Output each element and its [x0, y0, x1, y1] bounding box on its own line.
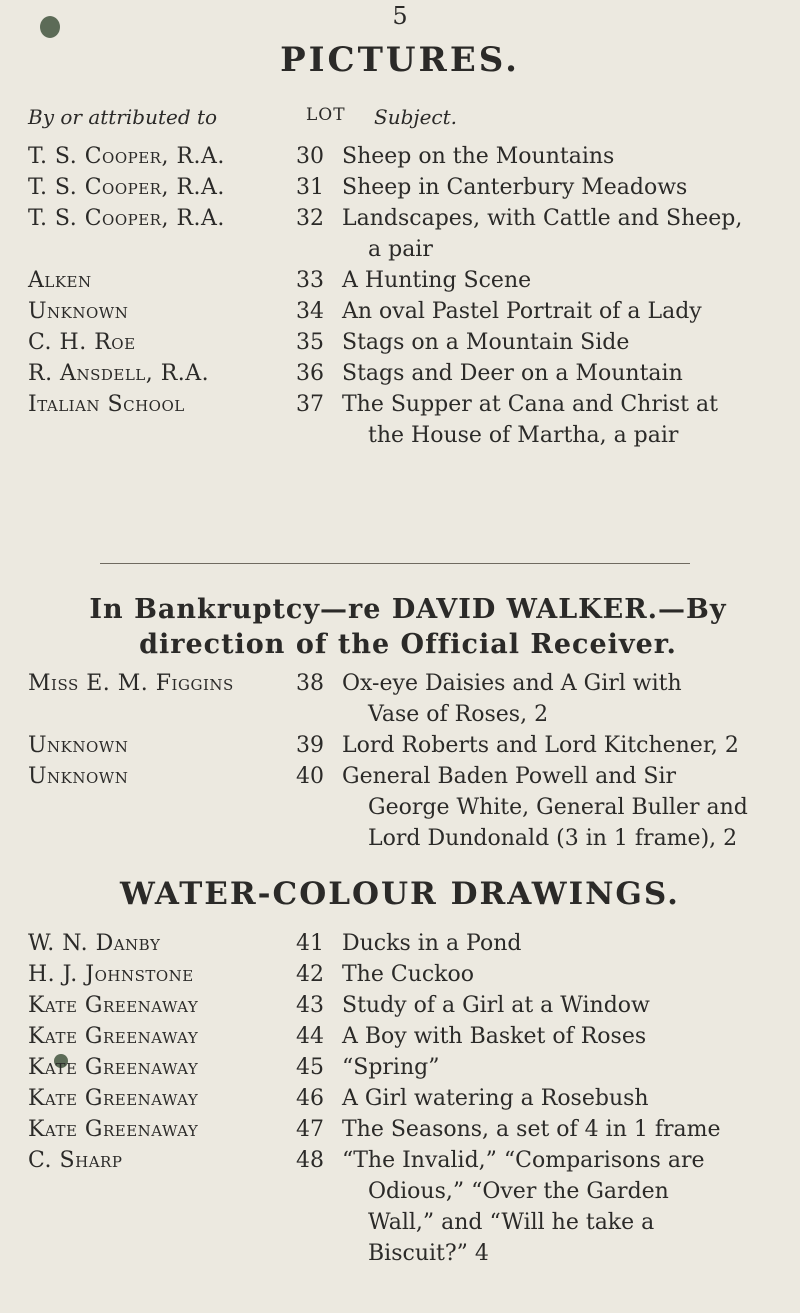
artist-name: Alken [28, 268, 92, 293]
subject-line: A Girl watering a Rosebush [342, 1086, 649, 1111]
lot-number: 38 [296, 671, 324, 696]
catalogue-row [0, 327, 800, 358]
artist-name: Miss E. M. Figgins [28, 671, 234, 696]
subject-line: A Hunting Scene [342, 268, 532, 293]
subject-line: The Supper at Cana and Christ at [342, 392, 718, 417]
artist-name: T. S. Cooper, R.A. [28, 206, 225, 231]
subject-line: a pair [368, 237, 433, 262]
subject-line: Lord Roberts and Lord Kitchener, 2 [342, 733, 739, 758]
lot-number: 35 [296, 330, 324, 355]
artist-name: R. Ansdell, R.A. [28, 361, 210, 386]
subject-line: General Baden Powell and Sir [342, 764, 677, 789]
catalogue-row [0, 990, 800, 1021]
subject-line: An oval Pastel Portrait of a Lady [342, 299, 702, 324]
catalogue-row [0, 1021, 800, 1052]
lot-number: 42 [296, 962, 324, 987]
catalogue-row [0, 1052, 800, 1083]
lot-number: 44 [296, 1024, 324, 1049]
subject-line: the House of Martha, a pair [368, 423, 679, 448]
subject-description [334, 730, 774, 761]
subject-line: Biscuit?” 4 [368, 1241, 489, 1266]
artist-name: Kate Greenaway [28, 1024, 199, 1049]
lot-number: 39 [296, 733, 324, 758]
lot-number: 34 [296, 299, 324, 324]
subject-description [334, 265, 774, 296]
catalogue-row [0, 265, 800, 296]
subject-description [334, 959, 774, 990]
subject-line: Sheep in Canterbury Meadows [342, 175, 688, 200]
lot-number: 47 [296, 1117, 324, 1142]
subject-line: Sheep on the Mountains [342, 144, 615, 169]
bankruptcy-list [0, 668, 800, 854]
section-title-watercolour: WATER-COLOUR DRAWINGS. [120, 876, 680, 912]
subject-description [334, 668, 774, 730]
catalogue-row [0, 389, 800, 451]
catalogue-row [0, 928, 800, 959]
catalogue-row [0, 172, 800, 203]
subject-line: Wall,” and “Will he take a [368, 1210, 655, 1235]
subject-line: A Boy with Basket of Roses [342, 1024, 647, 1049]
subject-line: The Cuckoo [342, 962, 474, 987]
artist-name: Kate Greenaway [28, 1055, 199, 1080]
subject-line: George White, General Buller and [368, 795, 748, 820]
subject-description [334, 1145, 774, 1269]
subject-description [334, 296, 774, 327]
subject-line: Ducks in a Pond [342, 931, 522, 956]
lot-number: 31 [296, 175, 324, 200]
artist-name: T. S. Cooper, R.A. [28, 144, 225, 169]
catalogue-row [0, 358, 800, 389]
catalogue-row [0, 730, 800, 761]
bankruptcy-notice: In Bankruptcy—re DAVID WALKER.—By direction of the Official Receiver. [89, 594, 727, 660]
catalogue-row [0, 141, 800, 172]
subject-description [334, 1021, 774, 1052]
subject-line: “The Invalid,” “Comparisons are [342, 1148, 705, 1173]
artist-name: Unknown [28, 733, 129, 758]
catalogue-row [0, 1083, 800, 1114]
artist-name: T. S. Cooper, R.A. [28, 175, 225, 200]
artist-name: W. N. Danby [28, 931, 161, 956]
subject-description [334, 327, 774, 358]
catalogue-row [0, 668, 800, 730]
subject-line: Odious,” “Over the Garden [368, 1179, 669, 1204]
column-header-lot: LOT [306, 105, 346, 125]
lot-number: 43 [296, 993, 324, 1018]
column-header-subject: Subject. [374, 105, 458, 129]
lot-number: 32 [296, 206, 324, 231]
artist-name: Unknown [28, 764, 129, 789]
pictures-list [0, 141, 800, 451]
catalogue-row [0, 1114, 800, 1145]
catalogue-row [0, 1145, 800, 1269]
subject-description [334, 1083, 774, 1114]
artist-name: Kate Greenaway [28, 993, 199, 1018]
lot-number: 30 [296, 144, 324, 169]
artist-name: C. H. Roe [28, 330, 136, 355]
subject-description [334, 389, 774, 451]
subject-description [334, 990, 774, 1021]
subject-description [334, 172, 774, 203]
artist-name: C. Sharp [28, 1148, 123, 1173]
lot-number: 37 [296, 392, 324, 417]
column-header-artist: By or attributed to [28, 105, 218, 129]
subject-description [334, 141, 774, 172]
subject-line: The Seasons, a set of 4 in 1 frame [342, 1117, 721, 1142]
watercolour-list [0, 928, 800, 1269]
subject-description [334, 1052, 774, 1083]
lot-number: 33 [296, 268, 324, 293]
page-number: 5 [392, 2, 408, 30]
subject-description [334, 358, 774, 389]
subject-line: Stags on a Mountain Side [342, 330, 630, 355]
subject-line: Vase of Roses, 2 [368, 702, 549, 727]
section-title-pictures: PICTURES. [280, 40, 520, 80]
lot-number: 41 [296, 931, 324, 956]
subject-line: Lord Dundonald (3 in 1 frame), 2 [368, 826, 738, 851]
artist-name: Unknown [28, 299, 129, 324]
subject-line: Stags and Deer on a Mountain [342, 361, 683, 386]
artist-name: H. J. Johnstone [28, 962, 194, 987]
subject-line: Ox-eye Daisies and A Girl with [342, 671, 682, 696]
artist-name: Kate Greenaway [28, 1117, 199, 1142]
subject-line: Study of a Girl at a Window [342, 993, 650, 1018]
lot-number: 36 [296, 361, 324, 386]
catalogue-row [0, 959, 800, 990]
subject-line: Landscapes, with Cattle and Sheep, [342, 206, 743, 231]
subject-line: “Spring” [342, 1055, 440, 1080]
section-divider [100, 563, 690, 564]
subject-description [334, 928, 774, 959]
catalogue-row [0, 296, 800, 327]
subject-description [334, 761, 774, 854]
subject-description [334, 203, 774, 265]
lot-number: 48 [296, 1148, 324, 1173]
catalogue-row [0, 203, 800, 265]
catalogue-row [0, 761, 800, 854]
lot-number: 40 [296, 764, 324, 789]
lot-number: 46 [296, 1086, 324, 1111]
artist-name: Kate Greenaway [28, 1086, 199, 1111]
subject-description [334, 1114, 774, 1145]
artist-name: Italian School [28, 392, 185, 417]
lot-number: 45 [296, 1055, 324, 1080]
